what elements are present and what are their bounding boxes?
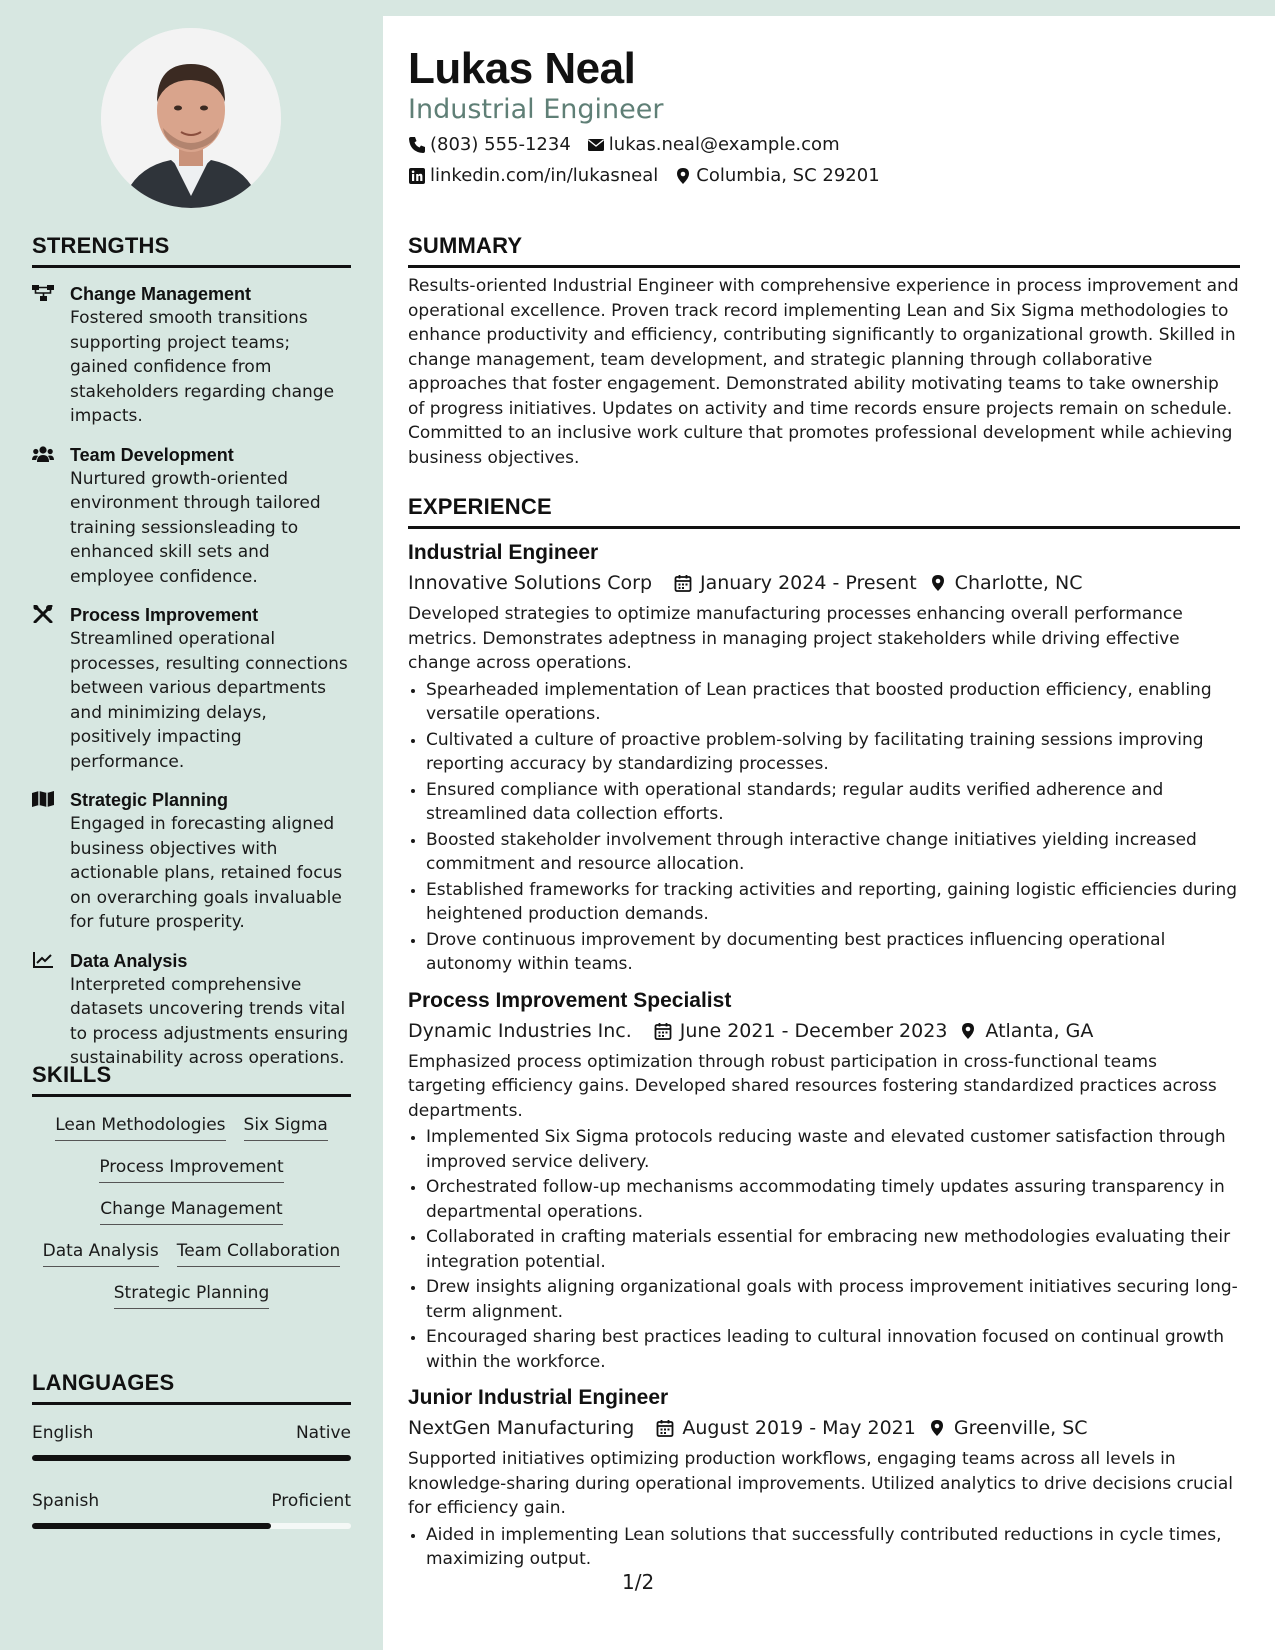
languages-section xyxy=(32,1370,351,1529)
job-bullet: • Established frameworks for tracking activities and reporting, gaining logistic efficiencies during heightened production demands. xyxy=(426,878,1240,927)
strengths-heading: STRENGTHS xyxy=(32,233,351,268)
job-entry xyxy=(408,987,1240,1375)
contact-phone: (803) 555-1234 xyxy=(408,134,571,155)
language-level: Native xyxy=(295,1423,351,1443)
job-bullets xyxy=(408,1125,1240,1374)
linkedin-icon xyxy=(408,167,426,185)
contact-row-1 xyxy=(408,134,840,155)
strength-title: Strategic Planning xyxy=(70,790,229,810)
job-description: Supported initiatives optimizing production workflows, engaging teams across all levels in knowledge-sharing during operational improvements. Utilized analytics to drive decisions crucial for efficiency gain. xyxy=(408,1449,1233,1518)
language-bar-fill xyxy=(32,1523,271,1529)
contact-email[interactable]: lukas.neal@example.com xyxy=(587,134,840,155)
job-location: Charlotte, NC xyxy=(954,572,1083,594)
skill-tag: Process Improvement xyxy=(99,1155,283,1183)
job-bullets xyxy=(408,1523,1240,1572)
map-pin-icon xyxy=(928,1419,946,1437)
person-title: Industrial Engineer xyxy=(408,94,664,125)
avatar xyxy=(101,28,281,208)
job-bullet: • Spearheaded implementation of Lean practices that boosted production efficiency, enabling versatile operations. xyxy=(426,678,1240,727)
experience-heading: EXPERIENCE xyxy=(408,494,1240,529)
job-title: Industrial Engineer xyxy=(408,541,599,564)
job-bullet: • Ensured compliance with operational standards; regular audits verified adherence and streamlined data collection efforts. xyxy=(426,778,1240,827)
strength-title: Process Improvement xyxy=(70,605,259,625)
strength-title: Team Development xyxy=(70,444,234,465)
job-bullet: • Encouraged sharing best practices leading to cultural innovation focused on continual growth within the workforce. xyxy=(426,1325,1240,1374)
language-name: Spanish xyxy=(32,1491,100,1511)
tools-icon xyxy=(32,605,54,623)
page-number: 1/2 xyxy=(622,1570,655,1594)
skill-tag: Team Collaboration xyxy=(177,1239,341,1267)
strengths-section xyxy=(32,233,351,1071)
job-bullet: • Implemented Six Sigma protocols reducing waste and elevated customer satisfaction through improved service delivery. xyxy=(426,1125,1240,1174)
job-dates: June 2021 - December 2023 xyxy=(679,1019,948,1042)
skill-tag: Lean Methodologies xyxy=(55,1113,225,1141)
skill-tag: Strategic Planning xyxy=(114,1281,269,1309)
chart-line-icon xyxy=(32,951,54,969)
calendar-icon xyxy=(674,574,692,592)
job-company: Innovative Solutions Corp xyxy=(408,572,653,594)
language-bar xyxy=(32,1455,351,1461)
job-description: Developed strategies to optimize manufacturing processes enhancing overall performance metrics. Demonstrates adeptness in managing project stakeholders while driving effective change across operations. xyxy=(408,604,1183,673)
strength-title: Change Management xyxy=(70,284,252,304)
users-icon xyxy=(32,445,54,463)
strength-item xyxy=(32,949,351,1071)
map-pin-icon xyxy=(929,574,947,592)
strength-desc: Interpreted comprehensive datasets uncovering trends vital to process adjustments ensuring sustainability across operations. xyxy=(70,974,349,1068)
job-bullet: • Boosted stakeholder involvement through interactive change initiatives yielding increased commitment and resource allocation. xyxy=(426,828,1240,877)
skills-section xyxy=(32,1062,351,1317)
skill-tag: Change Management xyxy=(100,1197,282,1225)
job-description: Emphasized process optimization through robust participation in cross-functional teams targeting efficiency gains. Developed shared resources fostering standardized practices across departments. xyxy=(408,1051,1217,1121)
experience-section xyxy=(408,494,1240,1572)
phone-icon xyxy=(408,136,426,154)
language-level: Proficient xyxy=(271,1491,351,1511)
sidebar xyxy=(0,0,383,1650)
contact-linkedin[interactable]: linkedin.com/in/lukasneal xyxy=(408,165,658,186)
map-icon xyxy=(32,790,54,808)
avatar-portrait-icon xyxy=(101,28,281,208)
strength-desc: Nurtured growth-oriented environment through tailored training sessionsleading to enhanced skill sets and employee confidence. xyxy=(70,468,321,587)
strength-desc: Fostered smooth transitions supporting project teams; gained confidence from stakeholders regarding change impacts. xyxy=(70,308,335,426)
language-item xyxy=(32,1423,351,1461)
calendar-icon xyxy=(654,1022,672,1040)
job-company: Dynamic Industries Inc. xyxy=(408,1019,632,1042)
strength-item xyxy=(32,788,351,935)
job-title: Process Improvement Specialist xyxy=(408,988,732,1012)
sitemap-icon xyxy=(32,284,54,302)
summary-heading: SUMMARY xyxy=(408,233,1240,268)
skills-heading: SKILLS xyxy=(32,1062,351,1097)
skill-tag: Data Analysis xyxy=(43,1239,159,1267)
calendar-icon xyxy=(656,1419,674,1437)
contact-row-2 xyxy=(408,165,880,186)
strength-item xyxy=(32,603,351,774)
job-bullet: • Drew insights aligning organizational goals with process improvement initiatives securing long-term alignment. xyxy=(426,1275,1240,1324)
job-dates: August 2019 - May 2021 xyxy=(682,1417,916,1439)
languages-heading: LANGUAGES xyxy=(32,1370,351,1405)
person-name: Lukas Neal xyxy=(408,44,636,93)
envelope-icon xyxy=(587,136,605,154)
skills-list xyxy=(32,1107,351,1317)
job-title: Junior Industrial Engineer xyxy=(408,1386,669,1409)
job-bullet: • Orchestrated follow-up mechanisms accommodating timely updates assuring transparency in departmental operations. xyxy=(426,1175,1240,1224)
language-bar-fill xyxy=(32,1455,351,1461)
language-item xyxy=(32,1491,351,1529)
job-bullet: • Cultivated a culture of proactive problem-solving by facilitating training sessions improving reporting accuracy by standardizing processes. xyxy=(426,728,1240,777)
job-company: NextGen Manufacturing xyxy=(408,1417,635,1439)
job-meta xyxy=(408,570,1240,596)
strength-title: Data Analysis xyxy=(70,950,188,971)
job-meta xyxy=(408,1415,1240,1441)
job-bullets xyxy=(408,678,1240,977)
skill-tag: Six Sigma xyxy=(244,1113,328,1141)
job-bullet: • Drove continuous improvement by documenting best practices influencing operational autonomy within teams. xyxy=(426,928,1240,977)
summary-text: Results-oriented Industrial Engineer with comprehensive experience in process improvement and operational excellence. Proven track record implementing Lean and Six Sigma methodologies to enhance productivity and efficiency, contributing significantly to organizational growth. Skilled in change management, team development, and strategic planning through collaborative approaches that foster engagement. Demonstrated ability motivating teams to take ownership of progress initiatives. Updates on activity and time records ensure projects remain on schedule. Committed to an inclusive work culture that promotes professional development while achieving business objectives. xyxy=(408,276,1239,468)
job-bullet: • Collaborated in crafting materials essential for embracing new methodologies evaluating their integration potential. xyxy=(426,1225,1240,1274)
summary-section xyxy=(408,233,1240,470)
job-meta xyxy=(408,1018,1240,1044)
job-location: Greenville, SC xyxy=(953,1417,1088,1439)
strength-item xyxy=(32,443,351,590)
job-entry xyxy=(408,1384,1240,1572)
contact-location: Columbia, SC 29201 xyxy=(674,165,879,186)
strength-desc: Streamlined operational processes, resulting connections between various departments and minimizing delays, positively impacting performance. xyxy=(70,629,348,772)
language-name: English xyxy=(32,1423,94,1443)
language-bar xyxy=(32,1523,351,1529)
map-pin-icon xyxy=(959,1022,977,1040)
job-location: Atlanta, GA xyxy=(985,1019,1094,1042)
job-entry xyxy=(408,539,1240,977)
map-pin-icon xyxy=(674,167,692,185)
strength-desc: Engaged in forecasting aligned business objectives with actionable plans, retained focus on overarching goals invaluable for future prosperity. xyxy=(70,814,343,932)
job-dates: January 2024 - Present xyxy=(700,572,917,594)
strength-item xyxy=(32,282,351,429)
job-bullet: • Aided in implementing Lean solutions that successfully contributed reductions in cycle times, maximizing output. xyxy=(426,1523,1240,1572)
